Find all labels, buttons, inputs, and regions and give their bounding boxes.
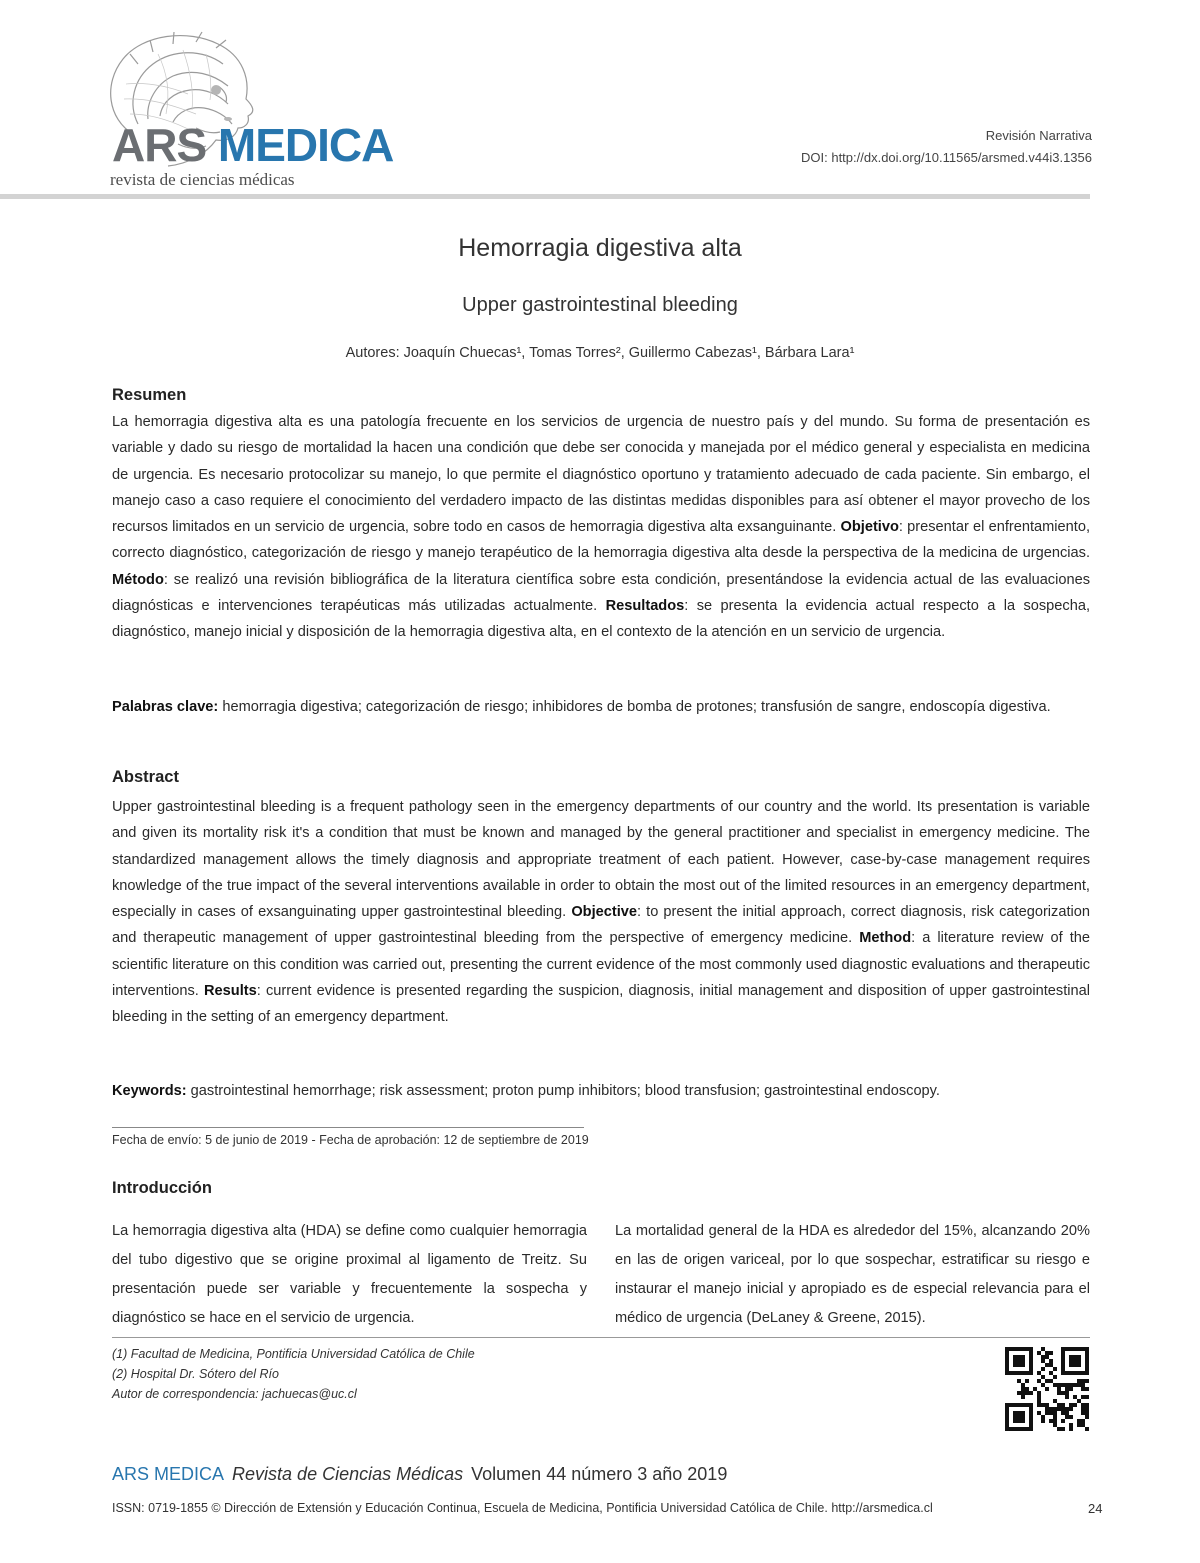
footer-issn: ISSN: 0719-1855 © Dirección de Extensión y Educación Continua, Escuela de Medicina, Pontificia Universidad Católica de Chile. http://arsmedica.cl xyxy=(112,1501,933,1515)
affiliation-1: (1) Facultad de Medicina, Pontificia Universidad Católica de Chile xyxy=(112,1347,475,1361)
palabras-clave-label: Palabras clave: xyxy=(112,699,219,715)
keywords xyxy=(112,1078,1090,1104)
keywords-label: Keywords: xyxy=(112,1083,187,1099)
article-type: Revisión Narrativa xyxy=(985,128,1092,143)
authors-line: Autores: Joaquín Chuecas¹, Tomas Torres², Guillermo Cabezas¹, Bárbara Lara¹ xyxy=(345,345,855,361)
logo-wordmark xyxy=(112,119,394,171)
resumen-paragraph xyxy=(112,409,1090,646)
submission-dates: Fecha de envío: 5 de junio de 2019 - Fecha de aprobación: 12 de septiembre de 2019 xyxy=(112,1133,589,1147)
metodo-text: : se realizó una revisión bibliográfica de la literatura científica sobre esta condición, presentándose la evidencia actual de las evaluaciones diagnósticas e intervenciones terapéuticas más utilizadas actualmente. xyxy=(112,571,1090,615)
footer-brand: ARS MEDICA xyxy=(112,1464,225,1484)
objetivo-text: : presentar el enfrentamiento, correcto diagnóstico, categorización de riesgo y manejo terapéutico de la hemorragia digestiva alta desde la perspectiva de la medicina de urgencias. xyxy=(112,519,1091,562)
method-label: Method xyxy=(859,930,912,947)
resumen-heading: Resumen xyxy=(112,386,187,404)
results-label: Results xyxy=(204,983,257,1000)
objective-text: : to present the initial approach, correct diagnosis, risk categorization and therapeutic management of upper gastrointestinal bleeding from the perspective of emergency medicine. xyxy=(112,904,1090,947)
footer-journal-name: Revista de Ciencias Médicas xyxy=(232,1464,464,1484)
title-english: Upper gastrointestinal bleeding xyxy=(462,294,738,316)
footer-volume: Volumen 44 número 3 año 2019 xyxy=(471,1464,728,1484)
introduccion-right-column: La mortalidad general de la HDA es alrededor del 15%, alcanzando 20% en las de origen variceal, por lo que sospechar, estratificar su riesgo e instaurar el manejo inicial y apropiado es de especial relevancia para el médico de urgencia (DeLaney & Greene, 2015). xyxy=(615,1223,1090,1326)
affiliation-2: (2) Hospital Dr. Sótero del Río xyxy=(112,1367,279,1381)
metodo-label: Método xyxy=(112,571,164,588)
footer-journal-line xyxy=(112,1464,727,1485)
logo-tagline: revista de ciencias médicas xyxy=(110,170,295,189)
title-spanish: Hemorragia digestiva alta xyxy=(458,234,742,262)
objective-label: Objective xyxy=(571,904,638,921)
resultados-label: Resultados xyxy=(605,598,685,615)
page-number: 24 xyxy=(1088,1501,1103,1516)
results-text: : current evidence is presented regarding the suspicion, diagnosis, initial management and disposition of upper gastrointestinal bleeding in the setting of an emergency department. xyxy=(112,983,1090,1026)
keywords-text: gastrointestinal hemorrhage; risk assessment; proton pump inhibitors; blood transfusion; gastrointestinal endoscopy. xyxy=(186,1083,940,1099)
doi-link[interactable]: DOI: http://dx.doi.org/10.11565/arsmed.v44i3.1356 xyxy=(801,150,1092,165)
qr-code-icon[interactable] xyxy=(1005,1347,1089,1431)
palabras-clave xyxy=(112,694,1090,720)
method-text: : a literature review of the scientific literature on this condition was carried out, presenting the current evidence of the most commonly used diagnostic evaluations and therapeutic interventions. xyxy=(112,930,1091,1000)
logo-ars: ARS xyxy=(112,119,207,171)
abstract-intro: Upper gastrointestinal bleeding is a frequent pathology seen in the emergency departments of our country and the world. Its presentation is variable and given its mortality risk it's a condition that must be known and managed by the general practitioner and specialist in emergency medicine. The standardized management allows the timely diagnosis and appropriate treatment of each patient. However, case-by-case management requires knowledge of the true impact of the several interventions available in order to obtain the most out of the limited resources in an emergency department, especially in cases of exsanguinating upper gastrointestinal bleeding. xyxy=(112,799,1090,921)
objetivo-label: Objetivo xyxy=(840,519,899,536)
logo-medica: MEDICA xyxy=(217,119,394,171)
footnote-divider xyxy=(112,1337,1090,1338)
resumen-intro: La hemorragia digestiva alta es una patología frecuente en los servicios de urgencia de nuestro país y del mundo. Su forma de presentación es variable y dado su riesgo de mortalidad la hacen una condición que debe ser conocida y manejada por el médico general y especialista en medicina de urgencia. Es necesario protocolizar su manejo, lo que permite el diagnóstico oportuno y tratamiento adecuado de cada paciente. Sin embargo, el manejo caso a caso requiere el conocimiento del verdadero impacto de las distintas medidas disponibles para así obtener el mayor provecho de los recursos limitados en un servicio de urgencia, sobre todo en casos de hemorragia digestiva alta exsanguinante. xyxy=(112,414,1090,536)
abstract-heading: Abstract xyxy=(112,768,179,786)
palabras-clave-text: hemorragia digestiva; categorización de riesgo; inhibidores de bomba de protones; transfusión de sangre, endoscopía digestiva. xyxy=(218,699,1051,715)
abstract-paragraph xyxy=(112,794,1090,1031)
dates-divider xyxy=(112,1127,584,1128)
resultados-text: : se presenta la evidencia actual respecto a la sospecha, diagnóstico, manejo inicial y disposición de la hemorragia digestiva alta, en el contexto de la atención en un servicio de urgencia. xyxy=(112,598,1090,641)
header-divider xyxy=(0,194,1090,199)
correspondence-author: Autor de correspondencia: jachuecas@uc.cl xyxy=(112,1387,357,1401)
introduccion-left-column: La hemorragia digestiva alta (HDA) se define como cualquier hemorragia del tubo digestivo que se origine proximal al ligamento de Treitz. Su presentación puede ser variable y frecuentemente la sospecha y diagnóstico se hace en el servicio de urgencia. xyxy=(112,1223,587,1326)
introduccion-heading: Introducción xyxy=(112,1179,212,1197)
